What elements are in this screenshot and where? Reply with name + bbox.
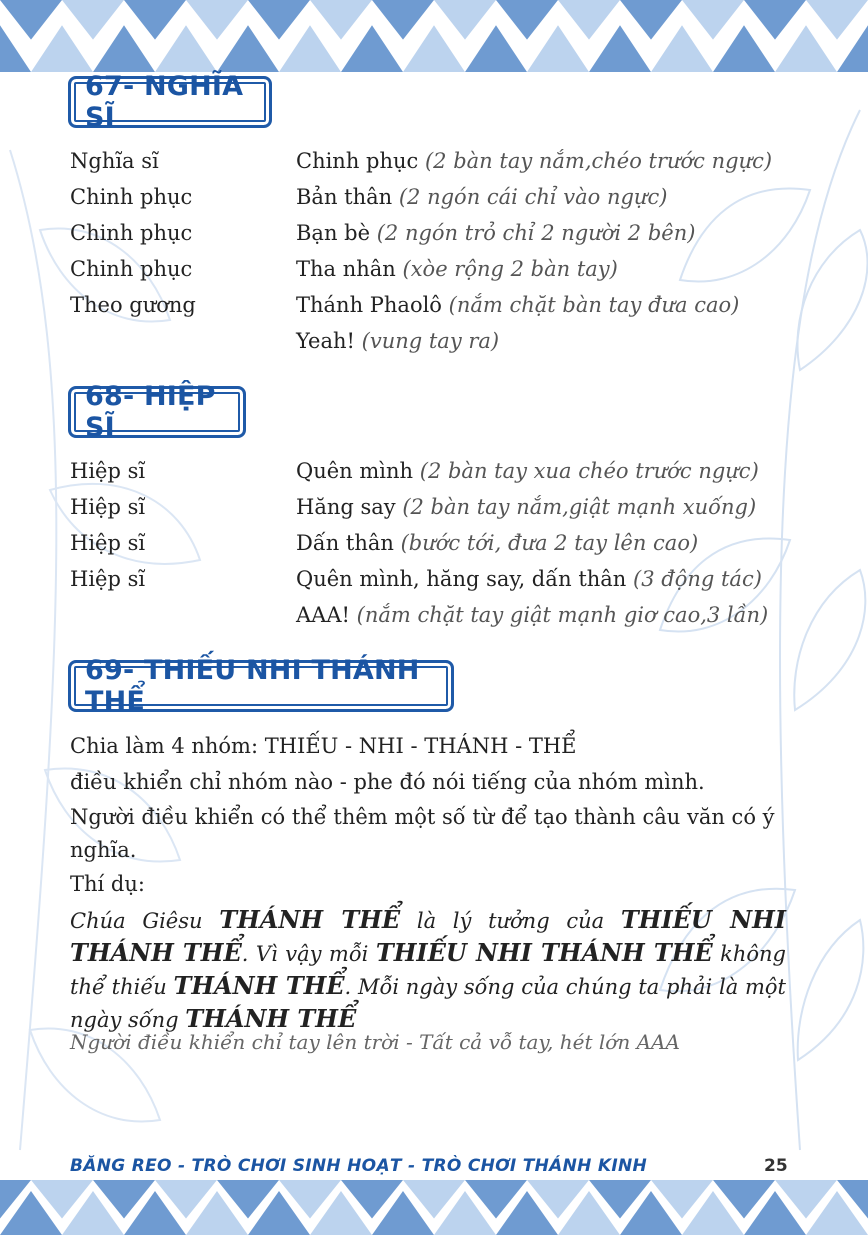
action-row	[70, 323, 830, 359]
call-text: Chinh phục	[70, 257, 193, 281]
border-triangle	[496, 0, 558, 40]
gesture-note: (xòe rộng 2 bàn tay)	[402, 257, 618, 281]
section-69-paragraph-2: điều khiển chỉ nhóm nào - phe đó nói tiếng của nhóm mình.	[70, 770, 705, 794]
response-text: Thánh Phaolô	[296, 293, 442, 317]
gesture-note: (2 ngón cái chỉ vào ngực)	[398, 185, 668, 209]
gesture-note: (3 động tác)	[633, 567, 762, 591]
section-69-title: 69- THIẾU NHI THÁNH THỂ	[85, 655, 420, 717]
footer-book-title: BĂNG REO - TRÒ CHƠI SINH HOẠT - TRÒ CHƠI THÁNH KINH	[70, 1156, 648, 1176]
border-triangle	[155, 25, 217, 72]
call-text: Nghĩa sĩ	[70, 149, 159, 173]
call-text: Hiệp sĩ	[70, 567, 146, 591]
response-text: Dấn thân	[296, 531, 394, 555]
example-text-2: là lý tưởng của	[400, 909, 621, 933]
border-triangle	[465, 25, 527, 72]
section-67-heading	[68, 71, 272, 133]
response-cell	[296, 489, 756, 525]
border-triangle	[124, 0, 186, 40]
call-text: Theo gương	[70, 293, 196, 317]
bottom-triangle-border	[0, 1180, 868, 1235]
border-triangle	[527, 25, 589, 72]
action-row	[70, 179, 830, 215]
response-cell	[296, 597, 768, 633]
response-text: Yeah!	[296, 329, 355, 353]
border-triangle	[775, 25, 837, 72]
response-text: Tha nhân	[296, 257, 396, 281]
response-cell	[296, 251, 618, 287]
example-bold-5: THÁNH THỂ	[185, 1004, 357, 1033]
border-triangle	[0, 0, 62, 40]
example-bold-1: THÁNH THỂ	[219, 905, 401, 934]
border-triangle	[806, 0, 868, 40]
call-text: Chinh phục	[70, 185, 193, 209]
section-69-paragraph-4: Thí dụ:	[70, 872, 145, 896]
response-cell	[296, 287, 739, 323]
response-text: Quên mình, hăng say, dấn thân	[296, 567, 627, 591]
example-bold-2: THIẾU NHI THÁNH THỂ	[70, 905, 786, 967]
border-triangle	[651, 25, 713, 72]
section-68-heading	[68, 381, 246, 443]
call-text: Hiệp sĩ	[70, 531, 146, 555]
gesture-note: (bước tới, đưa 2 tay lên cao)	[400, 531, 699, 555]
border-triangle	[589, 25, 651, 72]
example-bold-3: THIẾU NHI THÁNH THỂ	[375, 938, 713, 967]
action-row	[70, 287, 830, 323]
action-row	[70, 143, 830, 179]
border-triangle	[310, 0, 372, 40]
border-triangle	[620, 0, 682, 40]
gesture-note: (2 ngón trỏ chỉ 2 người 2 bên)	[376, 221, 696, 245]
gesture-note: (vung tay ra)	[361, 329, 500, 353]
section-69-paragraph-1: Chia làm 4 nhóm: THIẾU - NHI - THÁNH - THỂ	[70, 734, 577, 758]
border-triangle	[713, 25, 775, 72]
response-cell	[296, 215, 695, 251]
border-triangle	[434, 0, 496, 40]
page-number: 25	[764, 1156, 788, 1176]
response-text: Chinh phục	[296, 149, 419, 173]
response-cell	[296, 323, 499, 359]
example-text-3: . Vì vậy mỗi	[241, 942, 376, 966]
action-row	[70, 251, 830, 287]
call-text: Hiệp sĩ	[70, 459, 146, 483]
call-text: Hiệp sĩ	[70, 495, 146, 519]
action-row	[70, 489, 830, 525]
gesture-note: (2 bàn tay nắm,chéo trước ngực)	[424, 149, 773, 173]
example-text-4: không thể thiếu	[70, 942, 786, 999]
action-row	[70, 597, 830, 633]
section-68-title: 68- HIỆP SĨ	[85, 381, 216, 443]
section-69-example	[70, 904, 786, 1036]
response-cell	[296, 525, 698, 561]
response-cell	[296, 561, 762, 597]
response-cell	[296, 453, 759, 489]
section-67-title: 67- NGHĨA SĨ	[85, 71, 244, 133]
example-bold-4: THÁNH THỂ	[173, 971, 345, 1000]
border-triangle	[62, 0, 124, 40]
border-triangle	[279, 25, 341, 72]
section-69-paragraph-3: Người điều khiển có thể thêm một số từ để tạo thành câu văn có ý nghĩa.	[70, 805, 775, 862]
section-69-heading	[68, 655, 454, 717]
top-triangle-border	[0, 0, 868, 72]
gesture-note: (2 bàn tay nắm,giật mạnh xuống)	[402, 495, 757, 519]
border-triangle	[682, 0, 744, 40]
example-text-5: . Mỗi ngày sống của chúng ta phải là một ngày sống	[70, 975, 786, 1032]
response-text: AAA!	[296, 603, 350, 627]
action-row	[70, 215, 830, 251]
gesture-note: (2 bàn tay xua chéo trước ngực)	[419, 459, 759, 483]
border-triangle	[248, 0, 310, 40]
response-text: Hăng say	[296, 495, 396, 519]
border-triangle	[744, 0, 806, 40]
border-triangle	[217, 25, 279, 72]
call-text: Chinh phục	[70, 221, 193, 245]
action-row	[70, 453, 830, 489]
border-triangle	[558, 0, 620, 40]
response-text: Bạn bè	[296, 221, 371, 245]
gesture-note: (nắm chặt tay giật mạnh giơ cao,3 lần)	[356, 603, 769, 627]
border-triangle	[93, 25, 155, 72]
response-cell	[296, 143, 772, 179]
action-row	[70, 525, 830, 561]
action-row	[70, 561, 830, 597]
border-triangle	[341, 25, 403, 72]
border-triangle	[186, 0, 248, 40]
border-triangle	[403, 25, 465, 72]
example-text-1: Chúa Giêsu	[70, 909, 220, 933]
section-69-closing: Người điều khiển chỉ tay lên trời - Tất cả vỗ tay, hét lớn AAA	[70, 1030, 680, 1054]
response-cell	[296, 179, 667, 215]
response-text: Bản thân	[296, 185, 393, 209]
border-triangle	[31, 25, 93, 72]
border-triangle	[372, 0, 434, 40]
gesture-note: (nắm chặt bàn tay đưa cao)	[448, 293, 740, 317]
response-text: Quên mình	[296, 459, 414, 483]
